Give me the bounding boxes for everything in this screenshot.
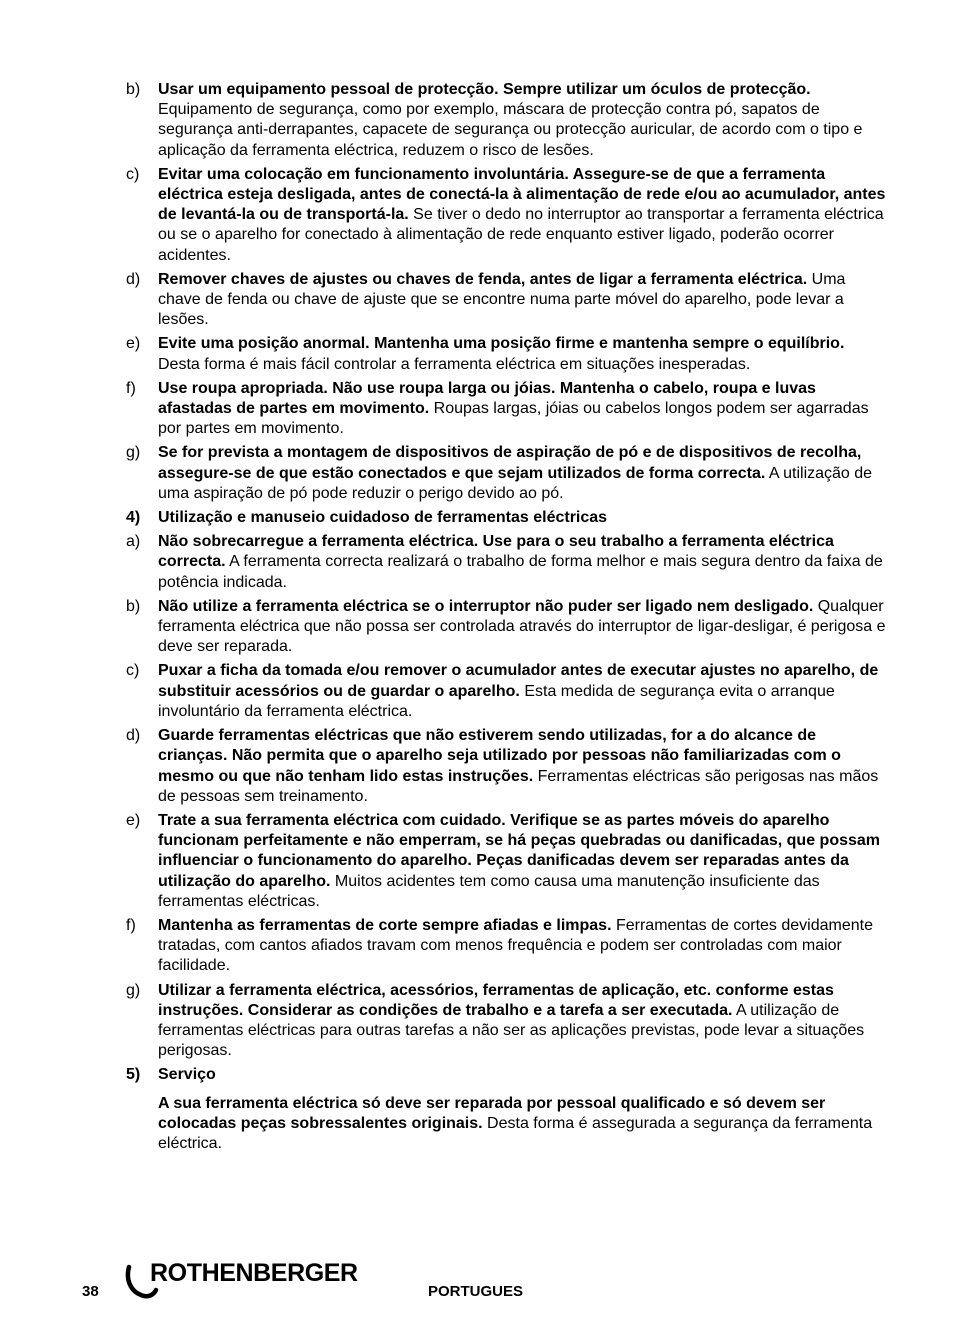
item-normal-text: Muitos acidentes tem como causa uma manutenção insuficiente das ferramentas eléctricas. xyxy=(158,872,820,910)
item-text xyxy=(158,916,886,977)
item-normal-text: Ferramentas de cortes devidamente tratadas, com cantos afiados travam com menos frequência e podem ser controladas com maior facilidade. xyxy=(158,916,873,975)
item-normal-text: Roupas largas, jóias ou cabelos longos podem ser agarradas por partes em movimento. xyxy=(158,400,869,438)
item-label: d) xyxy=(126,727,141,745)
item-normal-text: Se tiver o dedo no interruptor ao transportar a ferramenta eléctrica ou se o aparelho for conectado à alimentação de rede enquanto estiver ligado, poderão ocorrer acidentes. xyxy=(158,206,884,264)
item-label: 4) xyxy=(126,509,141,527)
list-item xyxy=(126,916,886,977)
list-item xyxy=(126,1065,886,1085)
item-bold-text: Utilização e manuseio cuidadoso de ferramentas eléctricas xyxy=(158,509,608,527)
list-item xyxy=(126,597,886,658)
item-bold-text: Não utilize a ferramenta eléctrica se o interruptor não puder ser ligado nem desligado. xyxy=(158,597,814,615)
item-label: f) xyxy=(126,379,136,397)
list-item xyxy=(126,508,886,528)
list-item xyxy=(126,726,886,807)
item-bold-text: A sua ferramenta eléctrica só deve ser reparada por pessoal qualificado e só devem ser colocadas peças sobressalentes originais. xyxy=(158,1094,826,1132)
item-text xyxy=(158,80,886,161)
item-normal-text: A utilização de uma aspiração de pó pode reduzir o perigo devido ao pó. xyxy=(158,464,873,502)
item-label: e) xyxy=(126,811,141,829)
list-item xyxy=(126,334,886,374)
item-bold-text: Puxar a ficha da tomada e/ou remover o acumulador antes de executar ajustes no aparelho, de substituir acessórios ou de guardar o aparelho. xyxy=(158,662,879,700)
item-text xyxy=(158,811,886,912)
item-text xyxy=(158,597,886,658)
item-normal-text: Esta medida de segurança evita o arranque involuntário da ferramenta eléctrica. xyxy=(158,682,835,720)
item-label xyxy=(126,1094,158,1155)
item-bold-text: Mantenha as ferramentas de corte sempre afiadas e limpas. xyxy=(158,916,612,934)
item-text xyxy=(158,165,886,266)
item-text xyxy=(158,379,886,440)
item-bold-text: Use roupa apropriada. Não use roupa larga ou jóias. Mantenha o cabelo, roupa e luvas afastadas de partes em movimento. xyxy=(158,379,816,418)
item-bold-text: Usar um equipamento pessoal de protecção. Sempre utilizar um óculos de protecção. xyxy=(158,81,811,98)
item-normal-text: Equipamento de segurança, como por exemplo, máscara de protecção contra pó, sapatos de segurança anti-derrapantes, capacete de segurança ou protecção auricular, de acordo com o tipo e aplicação da ferramenta eléctrica, reduzem o risco de lesões. xyxy=(158,101,863,159)
item-text xyxy=(158,270,886,331)
item-label: f) xyxy=(126,916,136,934)
list-item xyxy=(126,1094,886,1155)
item-text xyxy=(158,726,886,807)
item-label: a) xyxy=(126,533,141,551)
item-normal-text: A ferramenta correcta realizará o trabalho de forma melhor e mais segura dentro da faixa de potência indicada. xyxy=(158,553,883,591)
brand-logo xyxy=(124,1259,360,1300)
item-bold-text: Evitar uma colocação em funcionamento involuntária. Assegure-se de que a ferramenta eléctrica esteja desligada, antes de conectá-la à alimentação de rede e/ou ao acumulador, antes de levantá-la ou de transportá-la. xyxy=(158,165,886,224)
list-item xyxy=(126,379,886,440)
list-item xyxy=(126,981,886,1062)
item-label: 5) xyxy=(126,1066,141,1084)
item-text xyxy=(158,661,886,722)
page-number: 38 xyxy=(82,1283,99,1300)
item-text xyxy=(158,334,886,374)
item-label: c) xyxy=(126,165,140,183)
item-label: g) xyxy=(126,444,141,462)
item-text xyxy=(158,508,886,528)
item-text xyxy=(158,1065,886,1085)
item-bold-text: Se for prevista a montagem de dispositivos de aspiração de pó e de dispositivos de recolha, assegure-se de que estão conectados e que sejam utilizados de forma correcta. xyxy=(158,444,862,482)
list-item xyxy=(126,532,886,593)
item-bold-text: Remover chaves de ajustes ou chaves de fenda, antes de ligar a ferramenta eléctrica. xyxy=(158,270,808,288)
language-label: PORTUGUES xyxy=(428,1283,524,1300)
list-item xyxy=(126,811,886,912)
list-item xyxy=(126,661,886,722)
item-text xyxy=(158,443,886,504)
list-item xyxy=(126,165,886,266)
item-normal-text: A utilização de ferramentas eléctricas para outras tarefas a não ser as aplicações previstas, pode levar a situações perigosas. xyxy=(158,1001,865,1060)
item-normal-text: Desta forma é assegurada a segurança da ferramenta eléctrica. xyxy=(158,1114,873,1152)
item-label: c) xyxy=(126,662,140,680)
item-bold-text: Serviço xyxy=(158,1066,216,1084)
item-label: b) xyxy=(126,81,141,98)
item-text xyxy=(158,532,886,593)
item-normal-text: Ferramentas eléctricas são perigosas nas mãos de pessoas sem treinamento. xyxy=(158,767,879,805)
brand-name: ROTHENBERGER xyxy=(150,1259,358,1287)
item-label: d) xyxy=(126,270,141,288)
item-text xyxy=(158,981,886,1062)
item-normal-text: Qualquer ferramenta eléctrica que não possa ser controlada através do interruptor de ligar-desligar, é perigosa e deve ser reparada. xyxy=(158,597,886,656)
item-normal-text: Desta forma é mais fácil controlar a ferramenta eléctrica em situações inesperadas. xyxy=(158,355,751,373)
list-item xyxy=(126,80,886,161)
item-bold-text: Guarde ferramentas eléctricas que não estiverem sendo utilizadas, for a do alcance de crianças. Não permita que o aparelho seja utilizado por pessoas não familiarizadas com o mesmo ou que não tenham lido estas instruções. xyxy=(158,727,841,785)
item-bold-text: Utilizar a ferramenta eléctrica, acessórios, ferramentas de aplicação, etc. conforme estas instruções. Considerar as condições de trabalho e a tarefa a ser executada. xyxy=(158,981,834,1019)
item-bold-text: Evite uma posição anormal. Mantenha uma posição firme e mantenha sempre o equilíbrio. xyxy=(158,335,845,353)
item-label: g) xyxy=(126,981,141,999)
item-label: e) xyxy=(126,335,141,353)
item-text xyxy=(158,1094,886,1155)
item-bold-text: Não sobrecarregue a ferramenta eléctrica. Use para o seu trabalho a ferramenta eléctrica correcta. xyxy=(158,533,834,571)
document-body xyxy=(126,80,886,1158)
item-bold-text: Trate a sua ferramenta eléctrica com cuidado. Verifique se as partes móveis do aparelho funcionam perfeitamente e não emperram, se há peças quebradas ou danificadas, que possam influenciar o funcionamento do aparelho. Peças danificadas devem ser reparadas antes da utilização do aparelho. xyxy=(158,811,881,890)
item-normal-text: Uma chave de fenda ou chave de ajuste que se encontre numa parte móvel do aparelho, pode levar a lesões. xyxy=(158,270,846,329)
item-label: b) xyxy=(126,597,141,615)
list-item xyxy=(126,270,886,331)
list-item xyxy=(126,443,886,504)
